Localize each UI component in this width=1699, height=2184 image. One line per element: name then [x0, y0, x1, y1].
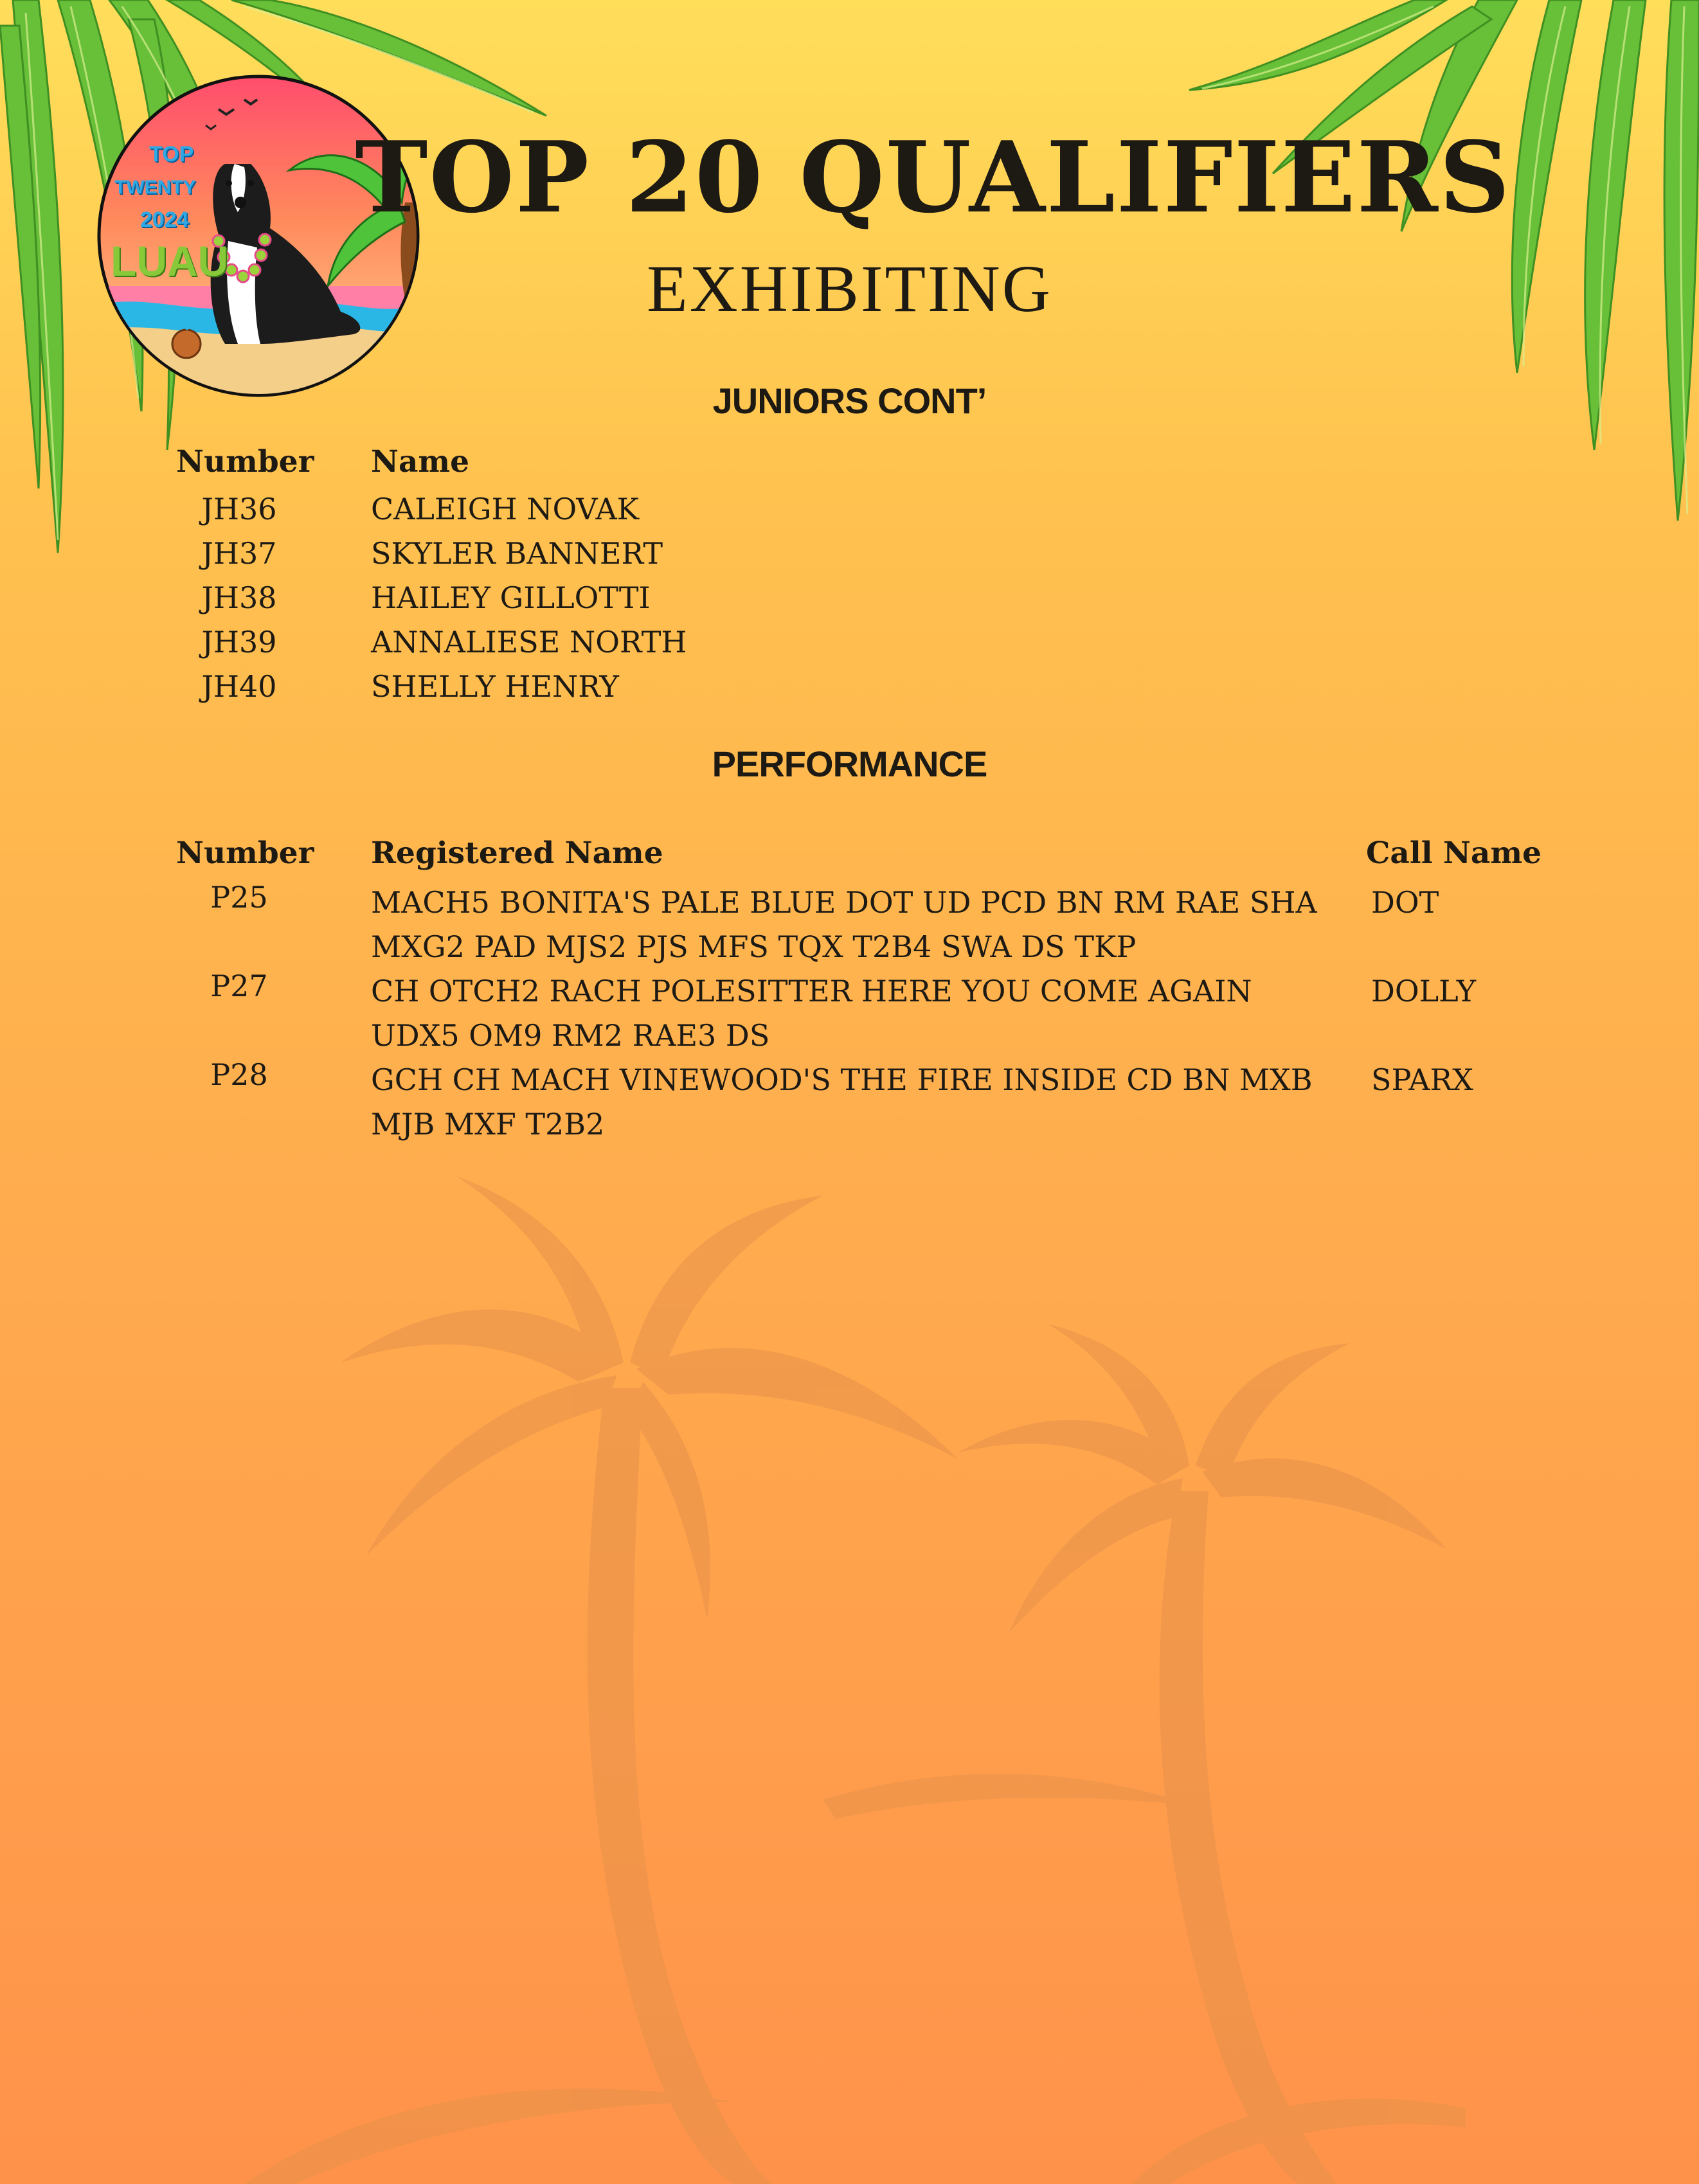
junior-name: SHELLY HENRY [371, 669, 619, 704]
junior-name: SKYLER BANNERT [371, 536, 663, 571]
performance-column-registered-name: Registered Name [371, 836, 663, 871]
junior-number: JH36 [201, 492, 277, 526]
junior-name: ANNALIESE NORTH [371, 625, 687, 659]
junior-name: CALEIGH NOVAK [371, 492, 640, 526]
page-title: TOP 20 QUALIFIERS [355, 120, 1511, 235]
logo-text-year: 2024 [140, 208, 189, 232]
junior-number: JH37 [201, 536, 277, 571]
performance-call-name: SPARX [1371, 1062, 1473, 1097]
palm-tree-watermark-icon [244, 1157, 1466, 2184]
performance-call-name: DOT [1371, 885, 1439, 920]
performance-registered-name: GCH CH MACH VINEWOOD'S THE FIRE INSIDE CD BN MXB MJB MXF T2B2 [371, 1062, 1313, 1141]
logo-text-luau: LUAU [111, 237, 229, 285]
performance-registered-name: CH OTCH2 RACH POLESITTER HERE YOU COME AGAIN UDX5 OM9 RM2 RAE3 DS [371, 974, 1252, 1053]
junior-number: JH40 [201, 669, 277, 704]
juniors-heading: JUNIORS CONT’ [712, 380, 987, 421]
junior-number: JH39 [201, 625, 277, 659]
juniors-column-name: Name [371, 444, 470, 479]
performance-heading: PERFORMANCE [712, 744, 987, 784]
performance-column-call-name: Call Name [1366, 836, 1542, 871]
performance-column-number: Number [176, 836, 314, 871]
junior-name: HAILEY GILLOTTI [371, 580, 651, 615]
performance-call-name: DOLLY [1371, 974, 1477, 1008]
performance-number: P25 [210, 880, 268, 915]
performance-registered-name: MACH5 BONITA'S PALE BLUE DOT UD PCD BN RM RAE SHA MXG2 PAD MJS2 PJS MFS TQX T2B4 SWA DS TKP [371, 885, 1317, 964]
logo-text-top: TOP [149, 142, 194, 166]
juniors-column-number: Number [176, 444, 314, 479]
performance-number: P28 [210, 1057, 268, 1092]
logo-text-twenty: TWENTY [114, 177, 196, 198]
performance-number: P27 [210, 969, 268, 1003]
page-subtitle: EXHIBITING [647, 252, 1052, 326]
junior-number: JH38 [201, 580, 277, 615]
